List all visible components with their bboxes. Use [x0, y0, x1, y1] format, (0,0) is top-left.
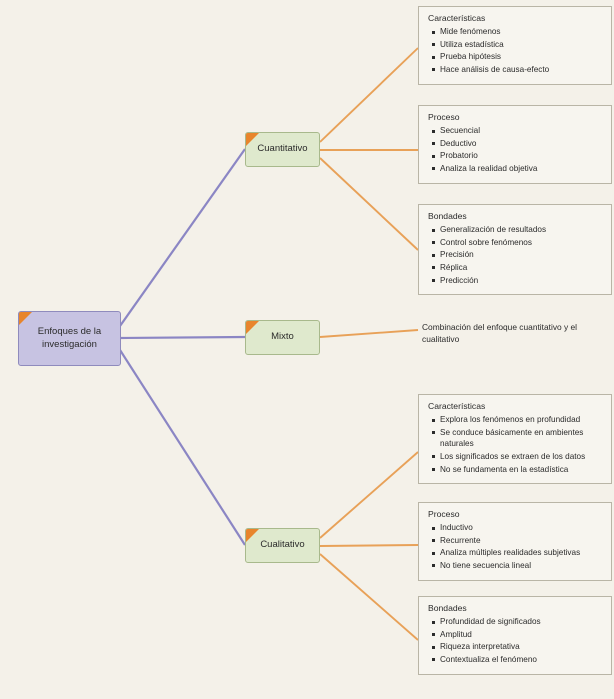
group-title: Bondades	[428, 603, 467, 613]
group-list	[427, 616, 603, 666]
list-item: Riqueza interpretativa	[440, 641, 603, 653]
list-item: Utiliza estadística	[440, 39, 603, 51]
list-item: Recurrente	[440, 535, 603, 547]
list-item: Profundidad de significados	[440, 616, 603, 628]
corner-marker-icon	[19, 312, 32, 325]
group-cuant-bondades	[418, 204, 612, 295]
connector-cuant-bondades	[320, 158, 418, 250]
list-item: Deductivo	[440, 138, 603, 150]
group-title: Características	[428, 13, 486, 23]
group-title: Proceso	[428, 509, 460, 519]
group-list	[427, 522, 603, 572]
node-root[interactable]	[18, 311, 121, 366]
list-item: Secuencial	[440, 125, 603, 137]
list-item: Generalización de resultados	[440, 224, 603, 236]
group-cual-bondades	[418, 596, 612, 675]
node-mixto-label: Mixto	[271, 331, 294, 343]
list-item: Analiza la realidad objetiva	[440, 163, 603, 175]
list-item: Réplica	[440, 262, 603, 274]
list-item: Amplitud	[440, 629, 603, 641]
list-item: Precisión	[440, 249, 603, 261]
group-list	[427, 125, 603, 175]
connector-cuant-caracteristicas	[320, 48, 418, 142]
connector-cual-caracteristicas	[320, 452, 418, 538]
list-item: Hace análisis de causa-efecto	[440, 64, 603, 76]
mixto-description: Combinación del enfoque cuantitativo y el cualitativo	[422, 322, 578, 345]
connector-mixto-text	[320, 330, 418, 337]
corner-marker-icon	[246, 321, 259, 334]
node-cualitativo[interactable]	[245, 528, 320, 563]
connector-cual-proceso	[320, 545, 418, 546]
group-list	[427, 414, 603, 475]
group-title: Características	[428, 401, 486, 411]
node-root-label: Enfoques de la investigación	[37, 326, 102, 350]
group-list	[427, 26, 603, 76]
group-cuant-proceso	[418, 105, 612, 184]
connector-cual-bondades	[320, 554, 418, 640]
group-title: Proceso	[428, 112, 460, 122]
node-cuantitativo-label: Cuantitativo	[257, 143, 308, 155]
group-title: Bondades	[428, 211, 467, 221]
group-cual-proceso	[418, 502, 612, 581]
list-item: No tiene secuencia lineal	[440, 560, 603, 572]
group-cual-caracteristicas	[418, 394, 612, 484]
list-item: Se conduce básicamente en ambientes naturales	[440, 427, 603, 450]
list-item: Los significados se extraen de los datos	[440, 451, 603, 463]
list-item: Mide fenómenos	[440, 26, 603, 38]
list-item: Explora los fenómenos en profundidad	[440, 414, 603, 426]
list-item: Prueba hipótesis	[440, 51, 603, 63]
list-item: No se fundamenta en la estadística	[440, 464, 603, 476]
list-item: Contextualiza el fenómeno	[440, 654, 603, 666]
group-cuant-caracteristicas	[418, 6, 612, 85]
list-item: Control sobre fenómenos	[440, 237, 603, 249]
node-cualitativo-label: Cualitativo	[260, 539, 305, 551]
list-item: Predicción	[440, 275, 603, 287]
list-item: Analiza múltiples realidades subjetivas	[440, 547, 603, 559]
group-list	[427, 224, 603, 286]
corner-marker-icon	[246, 529, 259, 542]
connector-root-mixto	[120, 337, 245, 338]
connector-root-cualitativo	[120, 350, 245, 545]
list-item: Probatorio	[440, 150, 603, 162]
connector-root-cuantitativo	[120, 149, 245, 326]
list-item: Inductivo	[440, 522, 603, 534]
node-mixto[interactable]	[245, 320, 320, 355]
node-cuantitativo[interactable]	[245, 132, 320, 167]
